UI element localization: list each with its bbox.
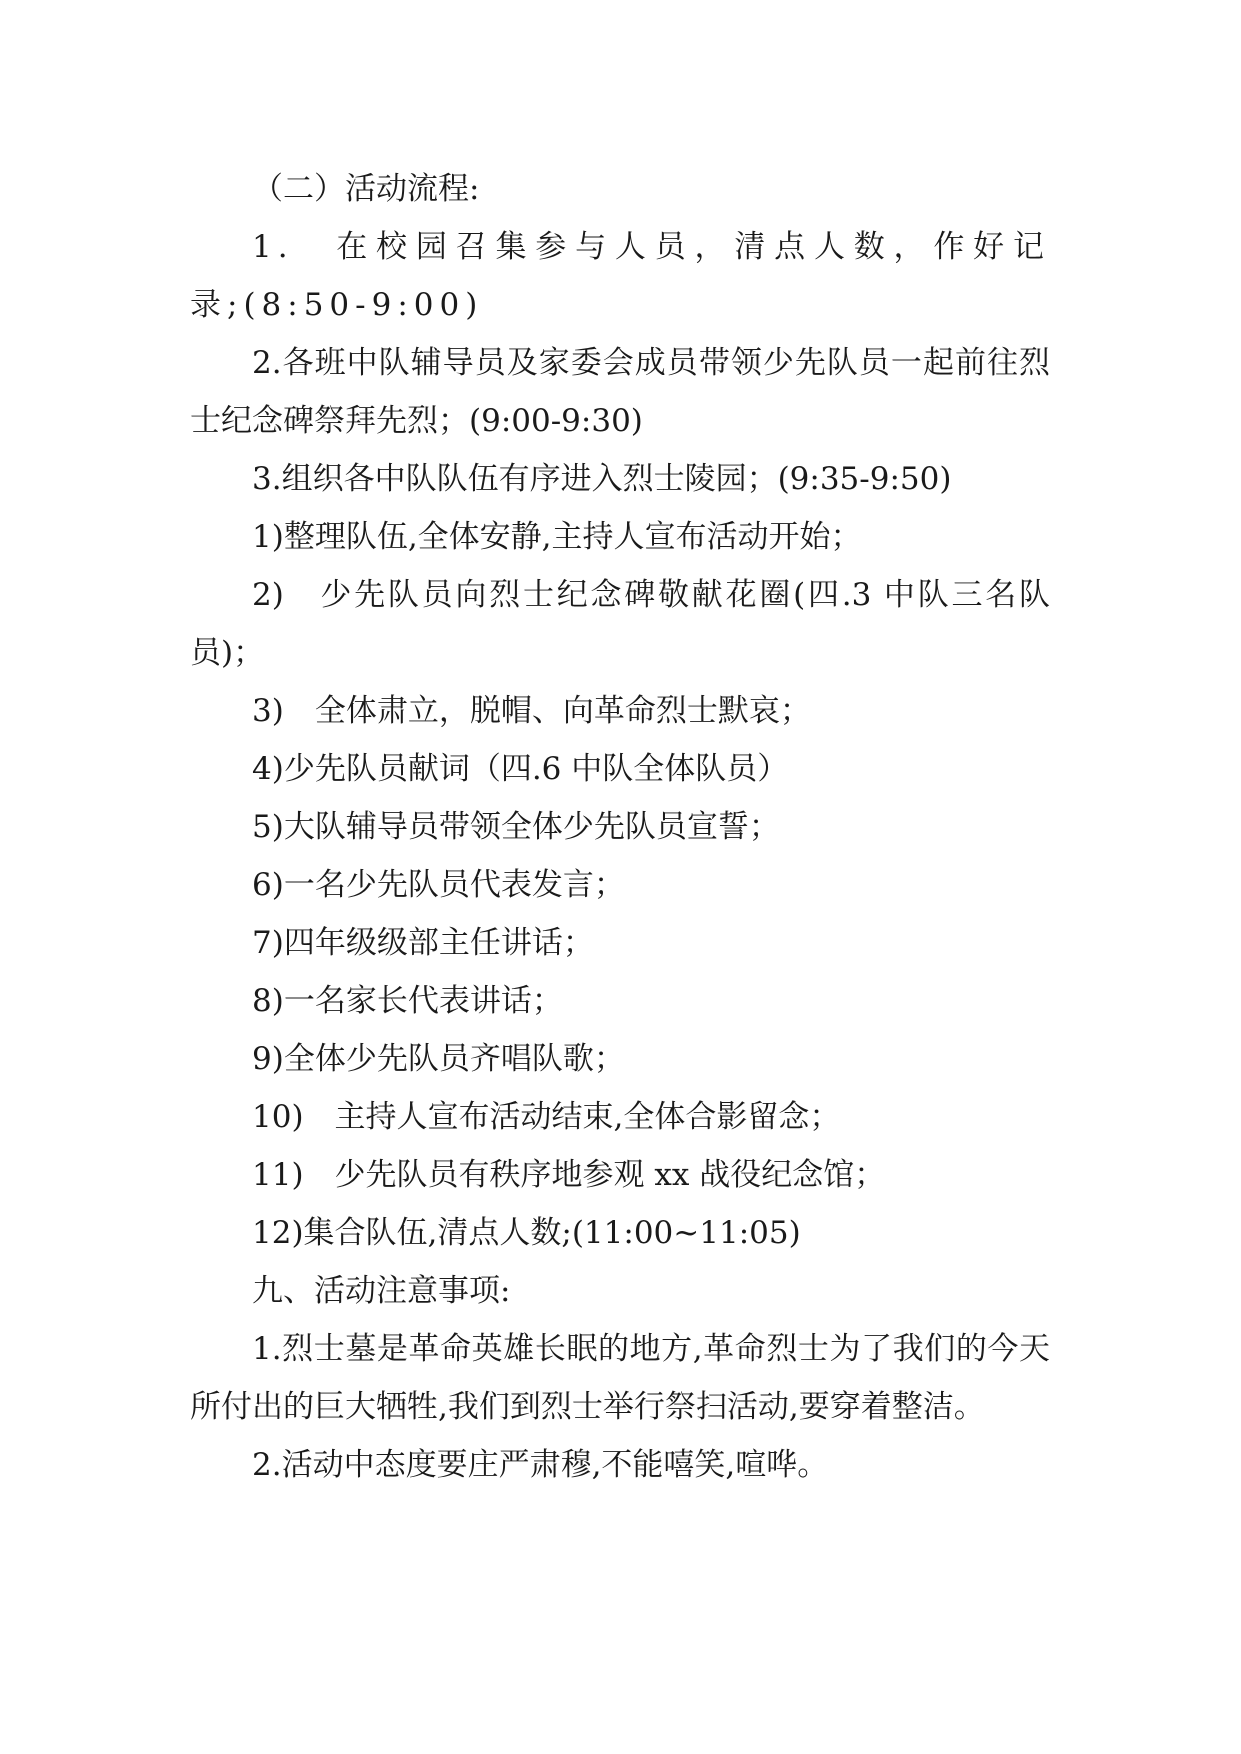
precaution-2: 2.活动中态度要庄严肃穆,不能嘻笑,喧哗。 [252,1447,829,1483]
sub-step-7: 7)四年级级部主任讲话； [252,925,594,961]
section-heading-activity-flow: （二）活动流程: [252,171,480,207]
sub-step-12: 12)集合队伍,清点人数;(11:00~11:05) [252,1215,801,1251]
section-heading-precautions: 九、活动注意事项: [252,1273,511,1309]
flow-step-3: 3.组织各中队队伍有序进入烈士陵园；(9:35-9:50) [252,461,952,497]
sub-step-9: 9)全体少先队员齐唱队歌； [252,1041,625,1077]
sub-step-3: 3) 全体肃立，脱帽、向革命烈士默哀； [252,693,811,729]
sub-step-1: 1)整理队伍,全体安静,主持人宣布活动开始； [252,519,862,555]
sub-step-11: 11) 少先队员有秩序地参观 xx 战役纪念馆； [252,1157,886,1193]
precaution-1: 1.烈士墓是革命英雄长眠的地方,革命烈士为了我们的今天所付出的巨大牺牲,我们到烈士举行祭扫活动,要穿着整洁。 [190,1331,1050,1425]
sub-step-6: 6)一名少先队员代表发言； [252,867,625,903]
flow-step-2: 2.各班中队辅导员及家委会成员带领少先队员一起前往烈士纪念碑祭拜先烈；(9:00-9:30) [190,345,1050,439]
sub-step-4: 4)少先队员献词（四.6 中队全体队员） [252,751,789,787]
flow-step-1: 1. 在校园召集参与人员，清点人数，作好记录;(8:50-9:00) [190,229,1050,323]
sub-step-10: 10) 主持人宣布活动结束,全体合影留念； [252,1099,841,1135]
sub-step-8: 8)一名家长代表讲话； [252,983,563,1019]
document-body [190,160,1050,1494]
sub-step-5: 5)大队辅导员带领全体少先队员宣誓； [252,809,780,845]
sub-step-2: 2) 少先队员向烈士纪念碑敬献花圈(四.3 中队三名队员)； [190,577,1050,671]
